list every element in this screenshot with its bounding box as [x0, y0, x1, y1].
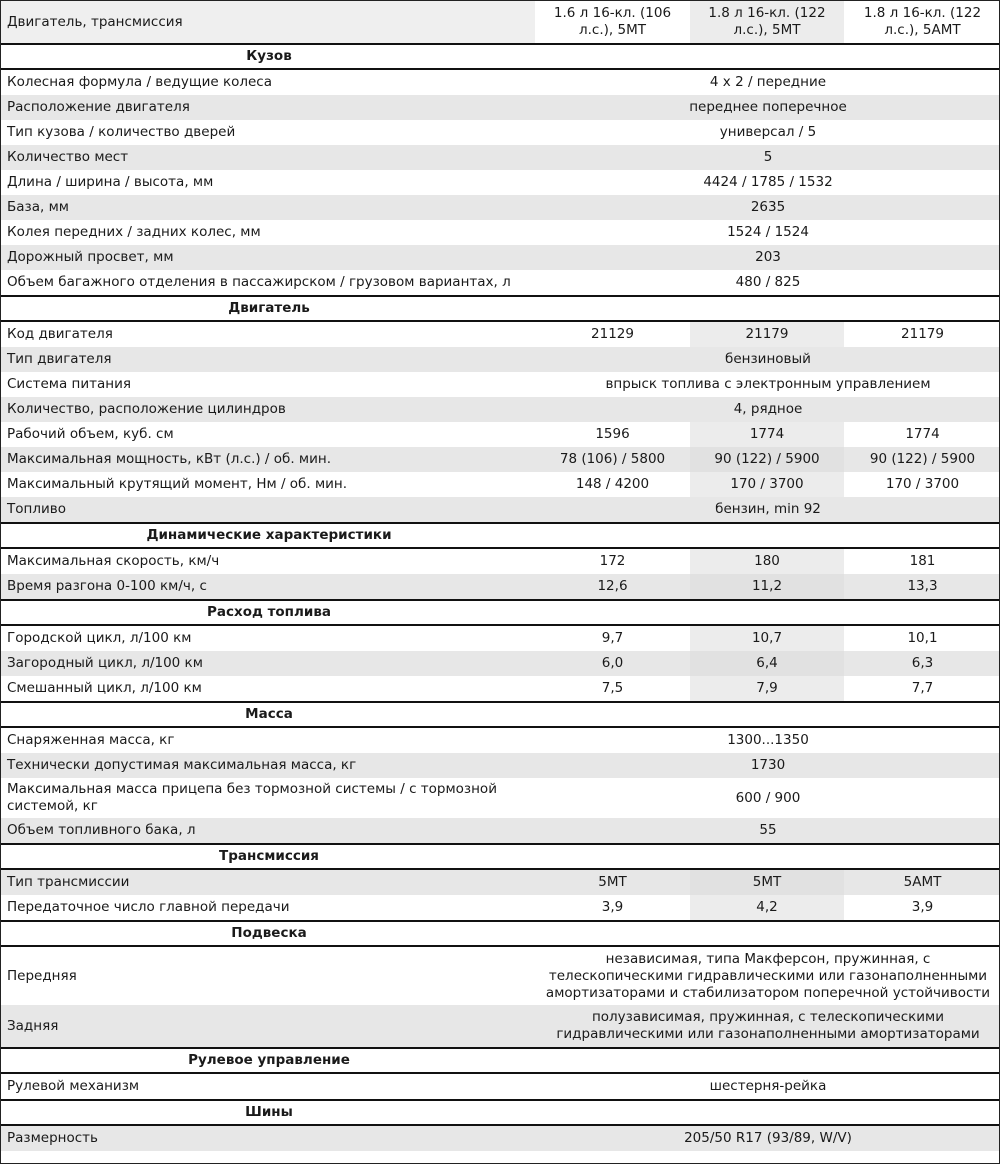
- row-value: 2635: [535, 195, 1000, 220]
- row-value: впрыск топлива с электронным управлением: [535, 372, 1000, 397]
- row-value-1: 12,6: [535, 574, 690, 600]
- row-value-3: 1774: [844, 422, 1000, 447]
- header-row: [1, 1, 1000, 44]
- row-value-1: 6,0: [535, 651, 690, 676]
- table-row: [1, 245, 1000, 270]
- row-label: Тип кузова / количество дверей: [1, 120, 535, 145]
- table-row: [1, 422, 1000, 447]
- row-label: Снаряженная масса, кг: [1, 727, 535, 753]
- row-label: Максимальная масса прицепа без тормозной системы / с тормозной системой, кг: [1, 778, 535, 818]
- row-value-3: 13,3: [844, 574, 1000, 600]
- section-consumption: [1, 600, 1000, 625]
- table-row: [1, 170, 1000, 195]
- row-value-2: 21179: [690, 321, 844, 347]
- row-value-1: 78 (106) / 5800: [535, 447, 690, 472]
- row-label: Загородный цикл, л/100 км: [1, 651, 535, 676]
- row-value-2: 170 / 3700: [690, 472, 844, 497]
- section-title: Шины: [245, 1104, 293, 1120]
- table-row: [1, 397, 1000, 422]
- row-label: Количество, расположение цилиндров: [1, 397, 535, 422]
- section-tires: [1, 1100, 1000, 1125]
- row-label: Тип двигателя: [1, 347, 535, 372]
- section-title: Динамические характеристики: [146, 527, 392, 543]
- row-value: 4424 / 1785 / 1532: [535, 170, 1000, 195]
- table-row: [1, 497, 1000, 523]
- section-title: Рулевое управление: [188, 1052, 350, 1068]
- table-row: [1, 1125, 1000, 1151]
- table-row: [1, 869, 1000, 895]
- table-row: [1, 676, 1000, 702]
- row-value-1: 148 / 4200: [535, 472, 690, 497]
- row-label: Колея передних / задних колес, мм: [1, 220, 535, 245]
- row-value-3: 10,1: [844, 625, 1000, 651]
- row-value: 480 / 825: [535, 270, 1000, 296]
- table-row: [1, 946, 1000, 1005]
- row-value: бензиновый: [535, 347, 1000, 372]
- table-row: [1, 145, 1000, 170]
- row-value: 55: [535, 818, 1000, 844]
- table-row: [1, 120, 1000, 145]
- header-variant-1: 1.6 л 16-кл. (106 л.с.), 5МТ: [535, 1, 690, 44]
- table-row: [1, 447, 1000, 472]
- row-value-3: 6,3: [844, 651, 1000, 676]
- row-label: Размерность: [1, 1125, 535, 1151]
- table-row: [1, 69, 1000, 95]
- row-label: Расположение двигателя: [1, 95, 535, 120]
- header-variant-2: 1.8 л 16-кл. (122 л.с.), 5МТ: [690, 1, 844, 44]
- row-value-1: 21129: [535, 321, 690, 347]
- row-label: Тип трансмиссии: [1, 869, 535, 895]
- row-value-2: 4,2: [690, 895, 844, 921]
- row-value-2: 90 (122) / 5900: [690, 447, 844, 472]
- row-label: Смешанный цикл, л/100 км: [1, 676, 535, 702]
- row-value: переднее поперечное: [535, 95, 1000, 120]
- row-value: 205/50 R17 (93/89, W/V): [535, 1125, 1000, 1151]
- section-title: Двигатель: [228, 300, 310, 316]
- row-value-3: 5АМТ: [844, 869, 1000, 895]
- row-value-2: 5МТ: [690, 869, 844, 895]
- table-row: [1, 818, 1000, 844]
- row-label: Максимальная скорость, км/ч: [1, 548, 535, 574]
- row-value-3: 181: [844, 548, 1000, 574]
- row-label: Топливо: [1, 497, 535, 523]
- table-row: [1, 472, 1000, 497]
- row-value-2: 11,2: [690, 574, 844, 600]
- row-value-3: 3,9: [844, 895, 1000, 921]
- table-row: [1, 347, 1000, 372]
- table-row: [1, 651, 1000, 676]
- row-label: Городской цикл, л/100 км: [1, 625, 535, 651]
- row-value-3: 21179: [844, 321, 1000, 347]
- table-row: [1, 1073, 1000, 1100]
- row-value: 1730: [535, 753, 1000, 778]
- section-title: Расход топлива: [206, 604, 332, 620]
- table-row: [1, 195, 1000, 220]
- row-label: Объем багажного отделения в пассажирском / грузовом вариантах, л: [1, 270, 535, 296]
- row-value-3: 170 / 3700: [844, 472, 1000, 497]
- row-value: универсал / 5: [535, 120, 1000, 145]
- table-row: [1, 95, 1000, 120]
- row-value: 1524 / 1524: [535, 220, 1000, 245]
- row-label: Колесная формула / ведущие колеса: [1, 69, 535, 95]
- table-row: [1, 625, 1000, 651]
- row-value-2: 10,7: [690, 625, 844, 651]
- table-row: [1, 1005, 1000, 1048]
- row-label: Система питания: [1, 372, 535, 397]
- row-value-1: 9,7: [535, 625, 690, 651]
- row-value: 4 x 2 / передние: [535, 69, 1000, 95]
- section-mass: [1, 702, 1000, 727]
- row-label: Технически допустимая максимальная масса, кг: [1, 753, 535, 778]
- section-suspension: [1, 921, 1000, 946]
- table-row: [1, 753, 1000, 778]
- row-value-1: 5МТ: [535, 869, 690, 895]
- table-row: [1, 372, 1000, 397]
- table-row: [1, 548, 1000, 574]
- row-value-3: 7,7: [844, 676, 1000, 702]
- row-value-1: 3,9: [535, 895, 690, 921]
- row-value-2: 6,4: [690, 651, 844, 676]
- section-body: [1, 44, 1000, 69]
- row-value-2: 180: [690, 548, 844, 574]
- row-value: 203: [535, 245, 1000, 270]
- section-title: Трансмиссия: [219, 848, 319, 864]
- row-value: полузависимая, пружинная, с телескопическими гидравлическими или газонаполненными амортизаторами: [535, 1005, 1000, 1048]
- row-label: База, мм: [1, 195, 535, 220]
- row-value: бензин, min 92: [535, 497, 1000, 523]
- header-variant-3: 1.8 л 16-кл. (122 л.с.), 5АМТ: [844, 1, 1000, 44]
- table-row: [1, 727, 1000, 753]
- row-label: Рулевой механизм: [1, 1073, 535, 1100]
- table-row: [1, 574, 1000, 600]
- row-label: Длина / ширина / высота, мм: [1, 170, 535, 195]
- row-label: Передаточное число главной передачи: [1, 895, 535, 921]
- section-title: Подвеска: [231, 925, 307, 941]
- section-steering: [1, 1048, 1000, 1073]
- table-row: [1, 778, 1000, 818]
- row-label: Передняя: [1, 946, 535, 1005]
- table-row: [1, 321, 1000, 347]
- table-row: [1, 895, 1000, 921]
- row-value: независимая, типа Макферсон, пружинная, с телескопическими гидравлическими или газонаполненными амортизаторами и стабилизатором поперечной устойчивости: [535, 946, 1000, 1005]
- section-title: Масса: [245, 706, 293, 722]
- row-value-3: 90 (122) / 5900: [844, 447, 1000, 472]
- table-row: [1, 270, 1000, 296]
- section-title: Кузов: [246, 48, 292, 64]
- row-label: Задняя: [1, 1005, 535, 1048]
- row-value-2: 7,9: [690, 676, 844, 702]
- row-value: 600 / 900: [535, 778, 1000, 818]
- header-label: Двигатель, трансмиссия: [1, 1, 535, 44]
- row-label: Максимальная мощность, кВт (л.с.) / об. мин.: [1, 447, 535, 472]
- row-value: 4, рядное: [535, 397, 1000, 422]
- row-label: Рабочий объем, куб. см: [1, 422, 535, 447]
- row-label: Время разгона 0-100 км/ч, с: [1, 574, 535, 600]
- row-label: Код двигателя: [1, 321, 535, 347]
- section-dynamics: [1, 523, 1000, 548]
- row-value-1: 7,5: [535, 676, 690, 702]
- row-value: 1300...1350: [535, 727, 1000, 753]
- row-label: Количество мест: [1, 145, 535, 170]
- row-label: Максимальный крутящий момент, Нм / об. мин.: [1, 472, 535, 497]
- row-value: 5: [535, 145, 1000, 170]
- section-engine: [1, 296, 1000, 321]
- row-value: шестерня-рейка: [535, 1073, 1000, 1100]
- row-label: Объем топливного бака, л: [1, 818, 535, 844]
- row-label: Дорожный просвет, мм: [1, 245, 535, 270]
- row-value-1: 172: [535, 548, 690, 574]
- row-value-1: 1596: [535, 422, 690, 447]
- section-transmission: [1, 844, 1000, 869]
- row-value-2: 1774: [690, 422, 844, 447]
- table-row: [1, 220, 1000, 245]
- spec-table: [1, 1, 1000, 1151]
